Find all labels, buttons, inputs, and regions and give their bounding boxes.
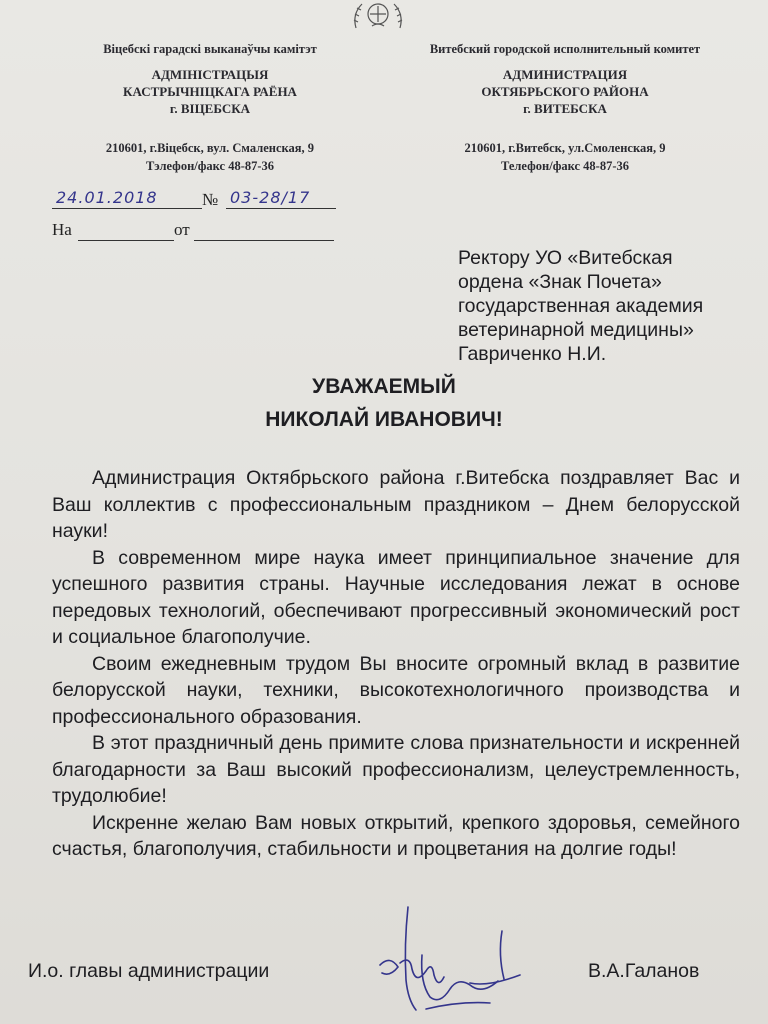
body-paragraph-3: Своим ежедневным трудом Вы вносите огромный вклад в развитие белорусской науки, техники, высокотехнологичного производства и профессионального образования.: [52, 652, 740, 728]
recipient-block: [458, 246, 758, 366]
admin-line2-ru: ОКТЯБРЬСКОГО РАЙОНА: [481, 84, 649, 99]
body-paragraph-5: Искренне желаю Вам новых открытий, крепкого здоровья, семейного счастья, благополучия, стабильности и процветания на долгие годы!: [52, 811, 740, 860]
registration-date: 24.01.2018: [56, 188, 158, 207]
phone-ru: Телефон/факс 48-87-36: [501, 159, 629, 173]
phone-by: Тэлефон/факс 48-87-36: [145, 159, 275, 173]
body-paragraph-1: Администрация Октябрьского района г.Витебска поздравляет Вас и Ваш коллектив с профессиональным праздником – Днем белорусской науки!: [52, 467, 740, 542]
registration-number-label: №: [202, 190, 219, 209]
reference-from-label: от: [174, 220, 190, 239]
admin-line2-by: КАСТРЫЧНІЦКАГА РАЁНА: [123, 84, 297, 99]
recipient-line2: ордена «Знак Почета»: [458, 271, 662, 293]
salutation-line2: НИКОЛАЙ ИВАНОВИЧ!: [265, 408, 503, 431]
signatory-title: И.о. главы администрации: [28, 960, 270, 982]
recipient-line3: государственная академия: [458, 295, 704, 317]
recipient-line1: Ректору УО «Витебская: [458, 247, 673, 269]
header-russian: [390, 40, 740, 175]
salutation: [0, 370, 768, 436]
org-name-by: Віцебскі гарадскі выканаўчы камітэт: [103, 42, 317, 56]
state-emblem-icon: [348, 0, 408, 30]
reference-to-label: На: [52, 220, 72, 239]
header-belarusian: [40, 40, 380, 175]
handwritten-signature: [370, 905, 540, 1020]
recipient-line4: ветеринарной медицины»: [458, 319, 694, 341]
admin-line1-by: АДМІНІСТРАЦЫЯ: [151, 67, 269, 82]
admin-line3-ru: г. ВИТЕБСКА: [523, 101, 607, 116]
letter-body: [52, 465, 740, 863]
admin-line1-ru: АДМИНИСТРАЦИЯ: [502, 67, 628, 82]
registration-number: 03-28/17: [230, 188, 311, 207]
signatory-name: В.А.Галанов: [588, 960, 700, 982]
recipient-line5: Гавриченко Н.И.: [458, 343, 607, 365]
address-by: 210601, г.Віцебск, вул. Смаленская, 9: [105, 141, 315, 155]
org-name-ru: Витебский городской исполнительный комитет: [429, 42, 701, 56]
admin-line3-by: г. ВІЦЕБСКА: [169, 101, 251, 116]
registration-block: [52, 188, 352, 244]
salutation-line1: УВАЖАЕМЫЙ: [312, 375, 456, 398]
body-paragraph-4: В этот праздничный день примите слова признательности и искренней благодарности за Ваш высокий профессионализм, целеустремленность, трудолюбие!: [52, 732, 740, 807]
registration-row-date: [52, 188, 352, 216]
registration-row-reference: [52, 216, 352, 244]
address-ru: 210601, г.Витебск, ул.Смоленская, 9: [464, 141, 666, 155]
body-paragraph-2: В современном мире наука имеет принципиальное значение для успешного развития страны. Научные исследования лежат в основе передовых технологий, обеспечивают прогрессивный экономический рост и социальное благополучие.: [52, 546, 740, 648]
